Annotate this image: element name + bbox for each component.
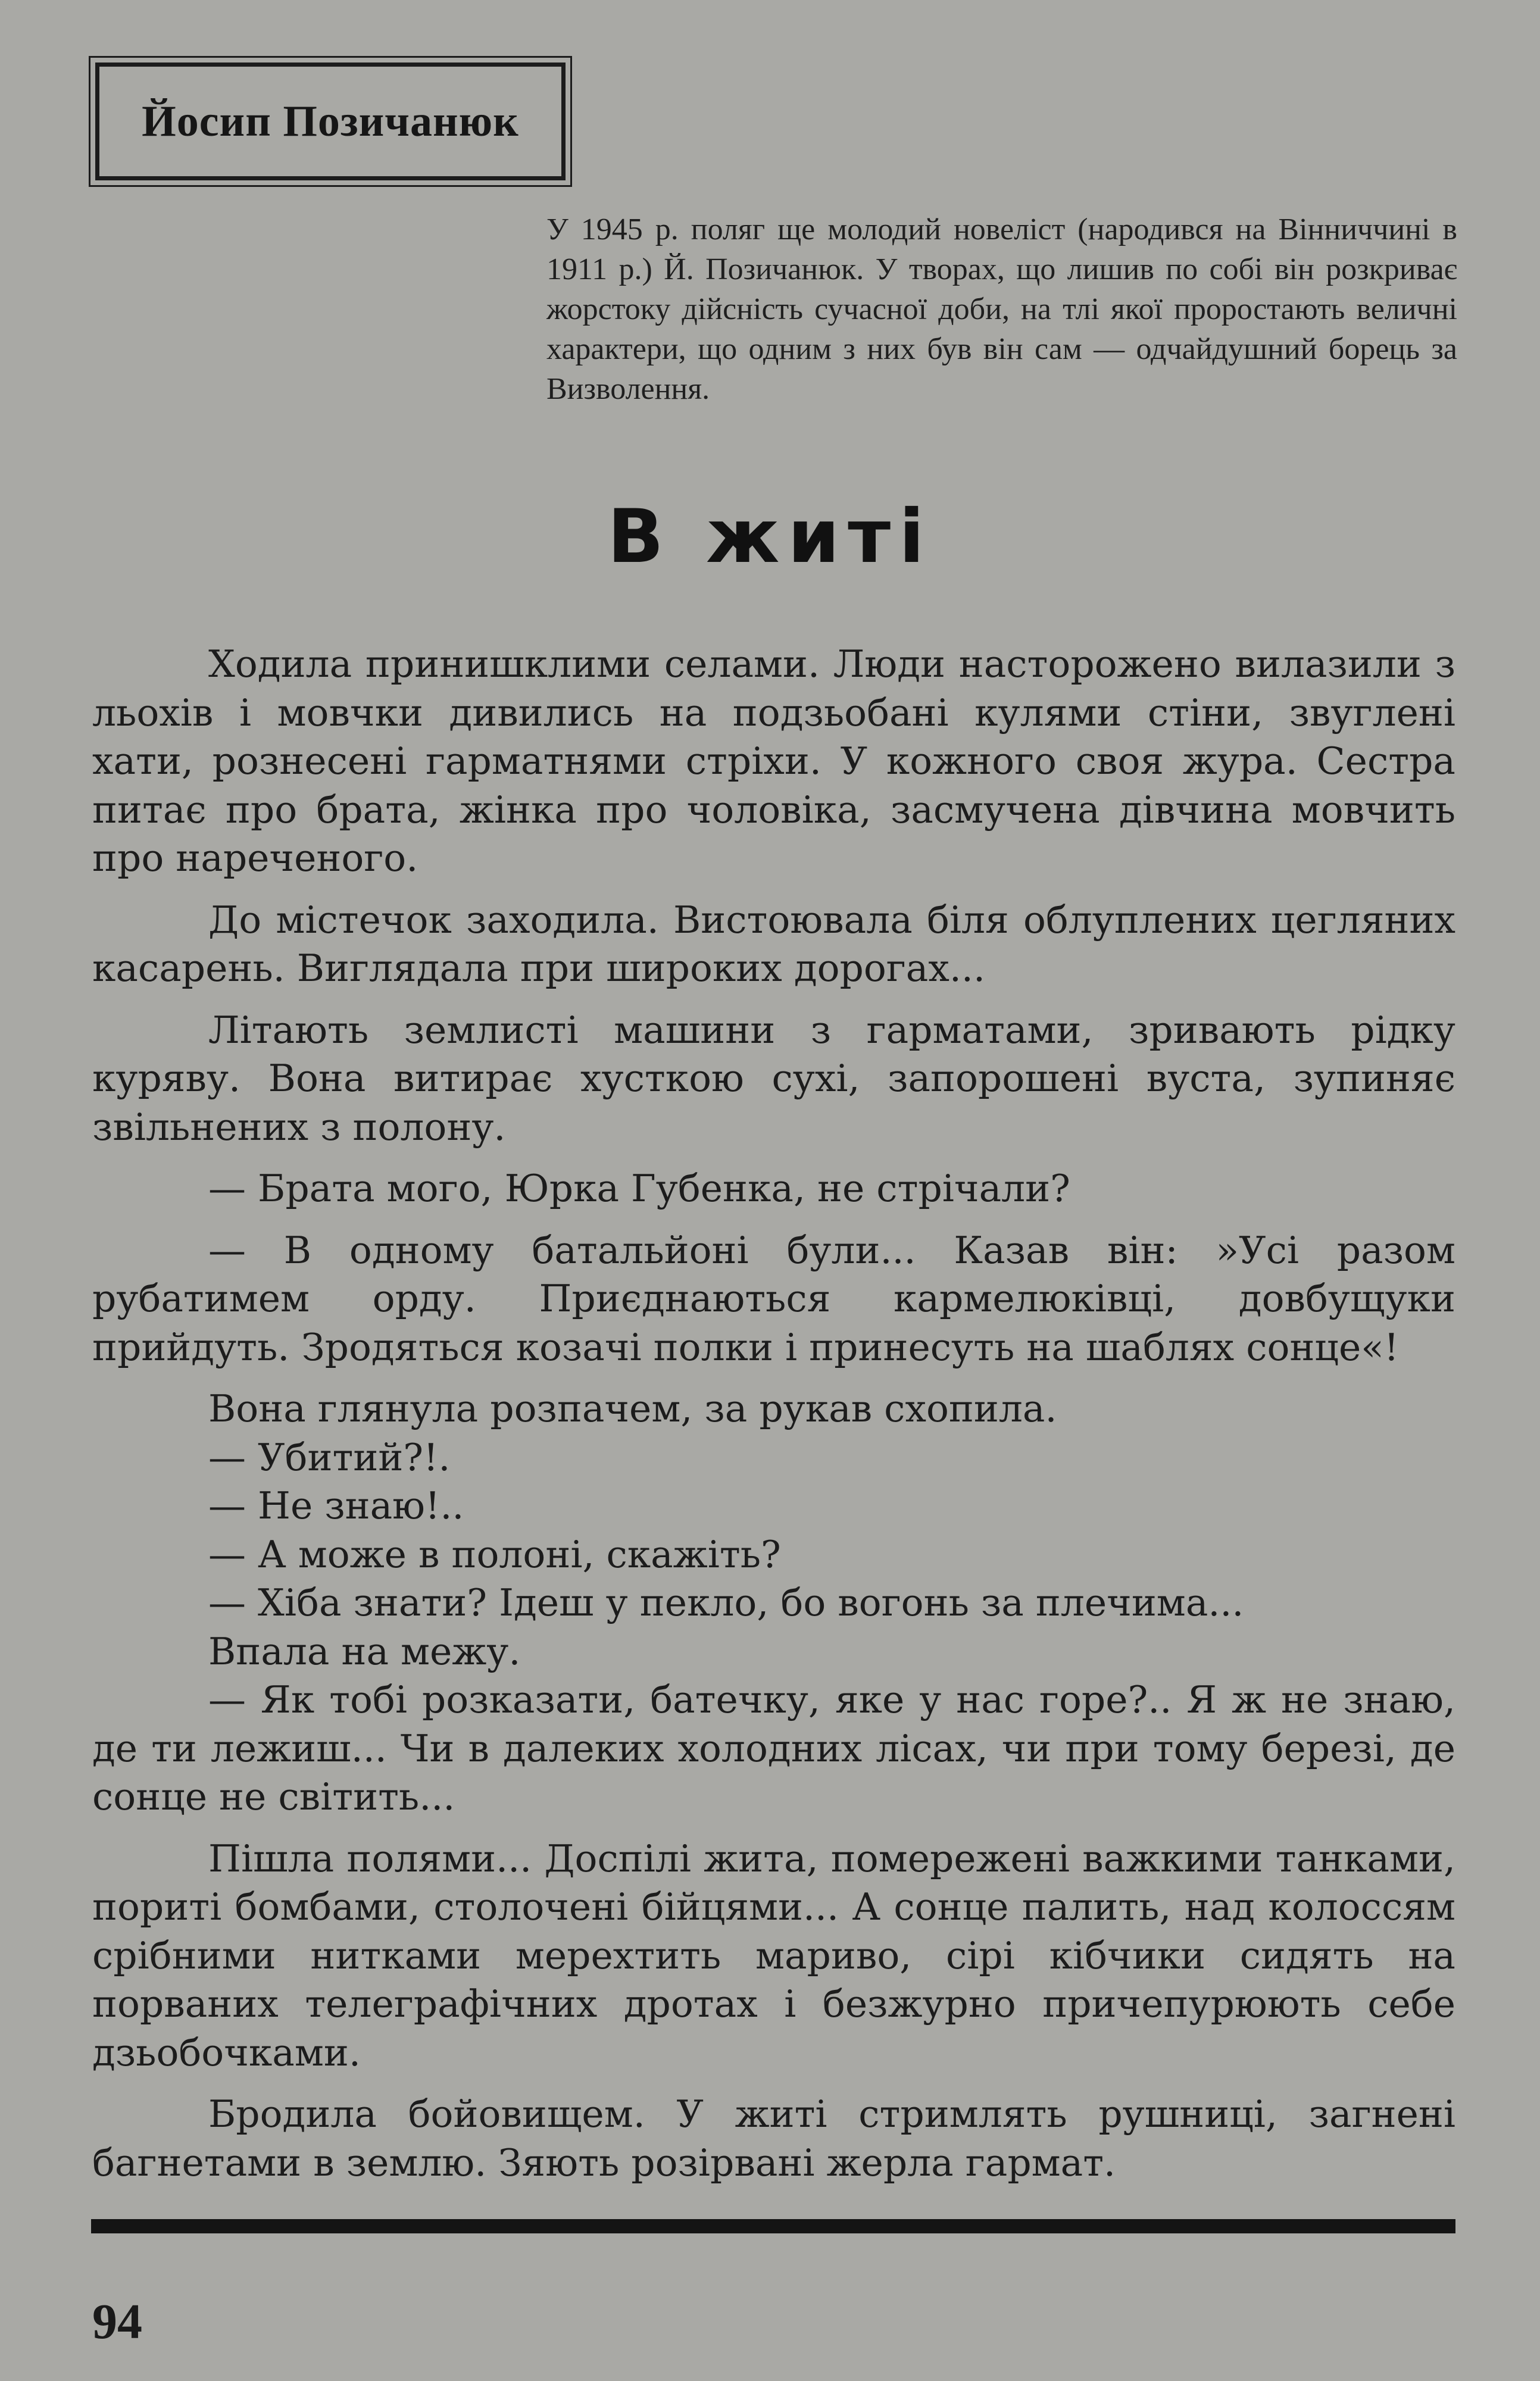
paragraph: — Брата мого, Юрка Губенка, не стрічали? <box>208 1167 1070 1210</box>
paragraph: Бродила бойовищем. У житі стримлять рушниці, загнені багнетами в землю. Зяють розірвані жерла гармат. <box>92 2092 1455 2185</box>
paragraph: Впала на межу. <box>208 1629 521 1673</box>
author-bio: У 1945 р. поляг ще молодий новеліст (народився на Вінниччині в 1911 р.) Й. Позичанюк. У творах, що лишив по собі він розкриває жорстоку дійсність сучасної доби, на тлі якої проростають величні характери, що одним з них був він сам — одчайдушний борець за Визволення. <box>546 213 1457 406</box>
paragraph: Пішла полями... Доспілі жита, помережені важкими танками, пориті бомбами, столочені бійцями... А сонце палить, над колоссям срібними нитками мерехтить мариво, сірі кібчики сидять на порваних телеграфічних дротах і безжурно причепурюють себе дзьобочками. <box>92 1836 1455 2074</box>
paragraph: — Убитий?!. <box>208 1435 451 1479</box>
story-title: В житі <box>607 494 933 580</box>
paragraph: — Як тобі розказати, батечку, яке у нас горе?.. Я ж не знаю, де ти лежиш... Чи в далеких холодних лісах, чи при тому березі, де сонце не світить... <box>92 1678 1455 1818</box>
bottom-rule <box>91 2219 1455 2233</box>
story-body <box>92 640 1455 2200</box>
paragraph: — В одному батальйоні були... Казав він: »Усі разом рубатимем орду. Приєднаються кармелюківці, довбущуки прийдуть. Зродяться козачі полки і принесуть на шаблях сонце«! <box>92 1228 1455 1369</box>
page-number: 94 <box>92 2294 142 2349</box>
paragraph: — Не знаю!.. <box>208 1484 464 1527</box>
paragraph: Літають землисті машини з гарматами, зривають рідку куряву. Вона витирає хусткою сухі, запорошені вуста, зупиняє звільнених з полону. <box>92 1008 1455 1149</box>
author-box <box>95 63 566 180</box>
paragraph: — Хіба знати? Ідеш у пекло, бо вогонь за плечима... <box>208 1581 1244 1624</box>
paragraph: До містечок заходила. Вистоювала біля облуплених цегляних касарень. Виглядала при широких дорогах... <box>92 898 1455 990</box>
paragraph: Вона глянула розпачем, за рукав схопила. <box>208 1387 1057 1430</box>
author-name: Йосип Позичанюк <box>142 96 519 146</box>
paragraph: — А може в полоні, скажіть? <box>208 1532 781 1576</box>
paragraph: Ходила принишклими селами. Люди насторожено вилазили з льохів і мовчки дивились на подзьобані кулями стіни, звуглені хати, рознесені гарматнями стріхи. У кожного своя жура. Сестра питає про брата, жінка про чоловіка, засмучена дівчина мовчить про нареченого. <box>92 642 1455 880</box>
